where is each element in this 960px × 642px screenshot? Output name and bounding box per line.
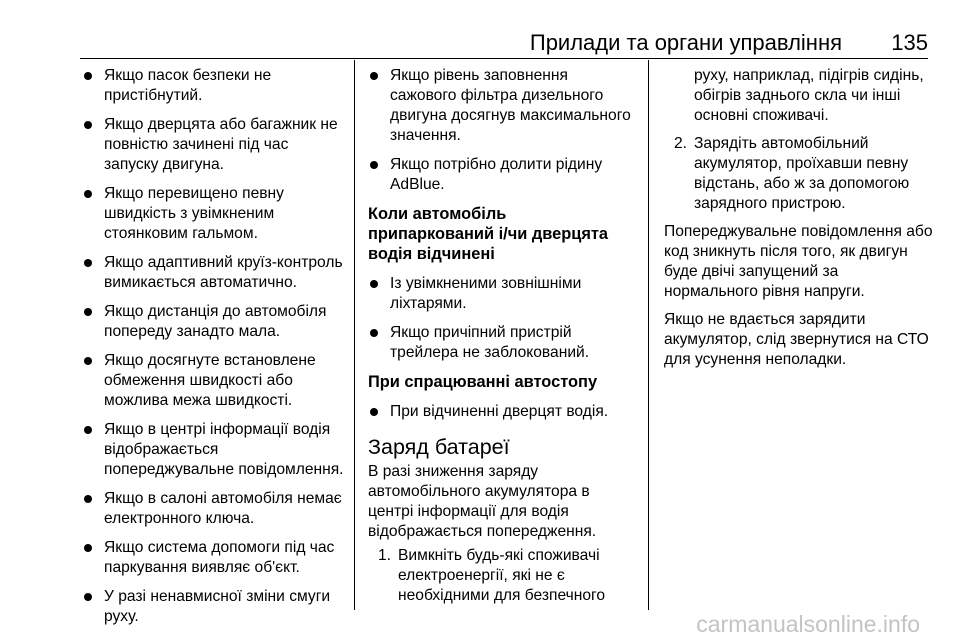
page-number: 135 (891, 30, 928, 55)
page-header (0, 0, 960, 60)
list-item: Якщо дистанція до автомобіля попереду занадто мала. (82, 302, 344, 342)
list-item: Якщо в центрі інформації водія відображається попереджувальне повідомлення. (82, 420, 344, 480)
list-item: Якщо потрібно долити рідину AdBlue. (368, 155, 636, 195)
battery-steps (368, 546, 636, 606)
list-item: Якщо пасок безпеки не пристібнутий. (82, 66, 344, 106)
battery-intro: В разі зниження заряду автомобільного акумулятора в центрі інформації для водія відображається попередження. (368, 463, 597, 540)
section-title-battery: Заряд батареї (368, 435, 510, 459)
list-item: У разі ненавмисної зміни смуги руху. (82, 587, 344, 627)
list-item: Якщо в салоні автомобіля немає електронного ключа. (82, 489, 344, 529)
list-item: Якщо адаптивний круїз-контроль вимикається автоматично. (82, 253, 344, 293)
list-item: Із увімкненими зовнішніми ліхтарями. (368, 274, 636, 314)
battery-steps-continued (664, 134, 934, 214)
step-number: 1. (378, 547, 392, 564)
list-item: Якщо досягнуте встановлене обмеження швидкості або можлива межа швидкості. (82, 351, 344, 411)
column-1 (82, 66, 344, 636)
step-number: 2. (674, 135, 688, 152)
list-item: Якщо дверцята або багажник не повністю зачинені під час запуску двигуна. (82, 115, 344, 175)
header-divider (80, 58, 928, 59)
watermark-text: carmanualsonline.info (696, 611, 920, 637)
list-item: Якщо причіпний пристрій трейлера не заблокований. (368, 323, 636, 363)
heading-autostop: При спрацюванні автостопу (368, 373, 598, 391)
page-title: Прилади та органи управління (529, 30, 842, 55)
parked-list (368, 274, 636, 363)
list-item: Якщо перевищено певну швидкість з увімкненим стоянковим гальмом. (82, 184, 344, 244)
warning-clear-paragraph: Попереджувальне повідомлення або код зникнуть після того, як двигун буде двічі запущений за нормального рівня напруги. (664, 223, 933, 300)
column-divider-1 (354, 60, 355, 610)
service-paragraph: Якщо не вдається зарядити акумулятор, слід звернутися на СТО для усунення неполадки. (664, 311, 929, 368)
step-text: Зарядіть автомобільний акумулятор, проїхавши певну відстань, або ж за допомогою зарядного пристрою. (694, 135, 910, 212)
list-item: При відчиненні дверцят водія. (368, 402, 636, 422)
step-text: Вимкніть будь-які споживачі електроенергії, які не є необхідними для безпечного (398, 547, 606, 604)
list-item: Якщо система допомоги під час паркування виявляє об'єкт. (82, 538, 344, 578)
step-continued: руху, наприклад, підігрів сидінь, обігрів заднього скла чи інші основні споживачі. (694, 67, 924, 124)
step-item (664, 134, 934, 214)
list-item: Якщо рівень заповнення сажового фільтра дизельного двигуна досягнув максимального значення. (368, 66, 636, 146)
column-3 (664, 66, 934, 378)
warning-conditions-list (82, 66, 344, 627)
step-item (368, 546, 636, 606)
heading-parked: Коли автомобіль припаркований і/чи дверцята водія відчинені (368, 205, 609, 263)
dpf-adblue-list (368, 66, 636, 195)
column-divider-2 (648, 60, 649, 610)
autostop-list (368, 402, 636, 422)
column-2 (368, 66, 636, 614)
